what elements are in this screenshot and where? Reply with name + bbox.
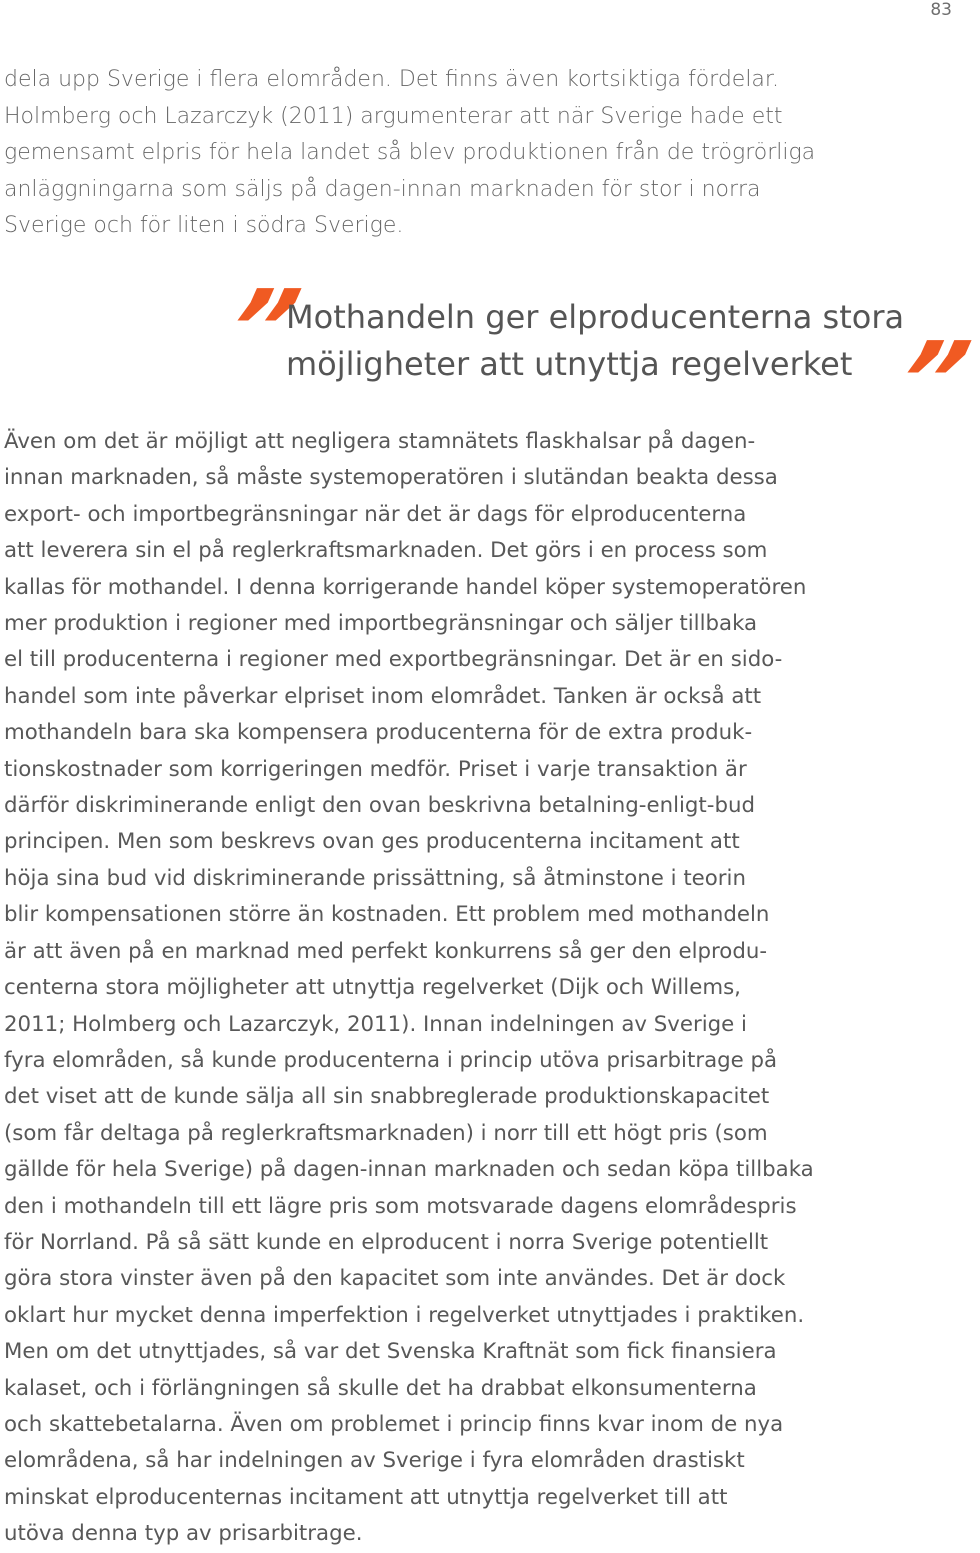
pull-quote-line: Mothandeln ger elproducenterna stora xyxy=(286,298,905,336)
text-line: minskat elproducenternas incitament att utnyttja regelverket till att xyxy=(4,1484,728,1510)
text-line: mothandeln bara ska kompensera producenterna för de extra produk- xyxy=(4,720,753,746)
body-paragraph xyxy=(4,424,814,1553)
text-line: fyra elområden, så kunde producenterna i princip utöva prisarbitrage på xyxy=(4,1047,778,1073)
text-line: Sverige och för liten i södra Sverige. xyxy=(4,213,404,238)
text-line: dela upp Sverige i flera elområden. Det finns även kortsiktiga fördelar. xyxy=(4,67,779,92)
text-line: den i mothandeln till ett lägre pris som motsvarade dagens elområdespris xyxy=(4,1193,797,1219)
text-line: gällde för hela Sverige) på dagen-innan marknaden och sedan köpa tillbaka xyxy=(4,1157,814,1183)
text-line: (som får deltaga på reglerkraftsmarknaden) i norr till ett högt pris (som xyxy=(4,1120,768,1146)
text-line: gemensamt elpris för hela landet så blev produktionen från de trögrörliga xyxy=(4,140,816,165)
text-line: Holmberg och Lazarczyk (2011) argumenterar att när Sverige hade ett xyxy=(4,103,783,129)
open-quote-icon: ” xyxy=(212,267,311,389)
text-line: för Norrland. På så sätt kunde en elproducent i norra Sverige potentiellt xyxy=(4,1229,769,1255)
text-line: och skattebetalarna. Även om problemet i princip finns kvar inom de nya xyxy=(4,1411,784,1437)
text-line: Även om det är möjligt att negligera stamnätets flaskhalsar på dagen- xyxy=(4,429,756,454)
text-line: kallas för mothandel. I denna korrigerande handel köper systemoperatören xyxy=(4,574,807,600)
text-line: 2011; Holmberg och Lazarczyk, 2011). Innan indelningen av Sverige i xyxy=(4,1011,747,1037)
text-line: är att även på en marknad med perfekt konkurrens så ger den elprodu- xyxy=(4,938,768,964)
text-line: innan marknaden, så måste systemoperatören i slutändan beakta dessa xyxy=(4,465,778,491)
text-line: därför diskriminerande enligt den ovan beskrivna betalning-enligt-bud xyxy=(4,793,756,819)
page-number: 83 xyxy=(930,0,952,20)
close-quote-icon: ” xyxy=(882,319,980,441)
text-line: handel som inte påverkar elpriset inom elområdet. Tanken är också att xyxy=(4,683,762,709)
text-line: tionskostnader som korrigeringen medför. Priset i varje transaktion är xyxy=(4,756,747,782)
text-line: Men om det utnyttjades, så var det Svenska Kraftnät som fick finansiera xyxy=(4,1339,777,1365)
text-line: det viset att de kunde sälja all sin snabbreglerade produktionskapacitet xyxy=(4,1084,770,1110)
text-line: höja sina bud vid diskriminerande prissättning, så åtminstone i teorin xyxy=(4,865,746,891)
text-line: elområdena, så har indelningen av Sverige i fyra elområden drastiskt xyxy=(4,1448,745,1474)
text-line: utöva denna typ av prisarbitrage. xyxy=(4,1521,363,1547)
pull-quote-line: möjligheter att utnyttja regelverket xyxy=(286,345,853,383)
intro-paragraph xyxy=(4,62,815,245)
text-line: oklart hur mycket denna imperfektion i regelverket utnyttjades i praktiken. xyxy=(4,1302,805,1328)
pull-quote-text xyxy=(286,294,904,388)
text-line: att leverera sin el på reglerkraftsmarknaden. Det görs i en process som xyxy=(4,538,768,564)
text-line: export- och importbegränsningar när det är dags för elproducenterna xyxy=(4,501,747,527)
text-line: el till producenterna i regioner med exportbegränsningar. Det är en sido- xyxy=(4,647,783,673)
text-line: principen. Men som beskrevs ovan ges producenterna incitament att xyxy=(4,829,740,855)
text-line: göra stora vinster även på den kapacitet som inte användes. Det är dock xyxy=(4,1266,786,1292)
text-line: kalaset, och i förlängningen så skulle det ha drabbat elkonsumenterna xyxy=(4,1375,757,1401)
text-line: mer produktion i regioner med importbegränsningar och säljer tillbaka xyxy=(4,611,758,637)
text-line: blir kompensationen större än kostnaden. Ett problem med mothandeln xyxy=(4,902,770,928)
text-line: centerna stora möjligheter att utnyttja regelverket (Dijk och Willems, xyxy=(4,975,741,1001)
text-line: anläggningarna som säljs på dagen-innan marknaden för stor i norra xyxy=(4,176,761,202)
pull-quote xyxy=(212,267,980,441)
